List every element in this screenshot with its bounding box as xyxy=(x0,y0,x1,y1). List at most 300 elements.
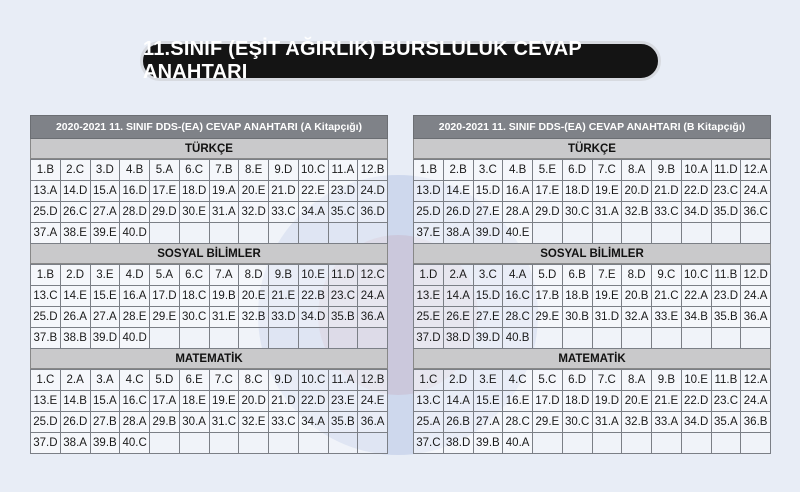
answer-cell: 23.C xyxy=(711,181,741,202)
answer-cell: 27.E xyxy=(473,307,503,328)
answer-cell: 4.A xyxy=(503,265,533,286)
answer-cell: 33.C xyxy=(269,412,299,433)
answer-cell: 4.B xyxy=(120,160,150,181)
answer-cell: 33.E xyxy=(652,307,682,328)
answer-cell xyxy=(150,433,180,454)
answer-cell: 11.D xyxy=(328,265,358,286)
answer-cell: 3.A xyxy=(90,370,120,391)
table-row xyxy=(414,391,771,412)
answer-cell: 9.D xyxy=(269,370,299,391)
answer-cell: 35.B xyxy=(328,307,358,328)
answer-cell: 22.D xyxy=(681,181,711,202)
answer-cell: 29.D xyxy=(150,202,180,223)
answer-cell xyxy=(562,328,592,349)
answer-cell: 7.C xyxy=(209,370,239,391)
answer-cell xyxy=(269,433,299,454)
answer-cell: 12.B xyxy=(358,370,388,391)
answer-cell: 10.C xyxy=(681,265,711,286)
answer-cell xyxy=(269,328,299,349)
table-row xyxy=(414,202,771,223)
table-row xyxy=(31,412,388,433)
answer-cell: 16.D xyxy=(120,181,150,202)
answer-cell: 4.C xyxy=(503,370,533,391)
table-row xyxy=(31,160,388,181)
answer-cell: 22.D xyxy=(298,391,328,412)
answer-cell: 39.B xyxy=(473,433,503,454)
answer-cell: 21.E xyxy=(652,391,682,412)
answer-cell: 31.D xyxy=(592,307,622,328)
answer-cell xyxy=(592,433,622,454)
answer-cell: 27.A xyxy=(90,307,120,328)
answer-cell xyxy=(681,223,711,244)
answer-cell: 14.E xyxy=(443,181,473,202)
answer-table xyxy=(30,264,388,349)
answer-cell: 3.D xyxy=(90,160,120,181)
answer-cell: 30.B xyxy=(562,307,592,328)
answer-cell: 6.E xyxy=(179,370,209,391)
answer-cell: 31.C xyxy=(209,412,239,433)
answer-cell: 14.E xyxy=(60,286,90,307)
answer-cell: 40.B xyxy=(503,328,533,349)
answer-cell: 32.A xyxy=(622,307,652,328)
answer-cell: 22.A xyxy=(681,286,711,307)
answer-cell: 32.B xyxy=(239,307,269,328)
answer-cell: 17.D xyxy=(150,286,180,307)
answer-cell xyxy=(358,328,388,349)
answer-cell: 26.D xyxy=(443,202,473,223)
answer-cell: 9.B xyxy=(652,160,682,181)
answer-cell: 24.D xyxy=(358,181,388,202)
answer-cell: 1.B xyxy=(414,160,444,181)
answer-sections xyxy=(413,139,771,454)
answer-cell: 25.D xyxy=(31,202,61,223)
answer-cell: 34.A xyxy=(298,412,328,433)
answer-cell: 1.D xyxy=(414,265,444,286)
answer-cell: 38.A xyxy=(60,433,90,454)
answer-cell: 15.E xyxy=(473,391,503,412)
answer-cell: 25.E xyxy=(414,307,444,328)
table-row xyxy=(31,265,388,286)
answer-cell: 15.D xyxy=(473,181,503,202)
answer-cell: 21.D xyxy=(269,391,299,412)
answer-cell: 20.D xyxy=(239,391,269,412)
answer-cell: 34.D xyxy=(298,307,328,328)
answer-cell: 6.C xyxy=(179,160,209,181)
answer-cell: 22.B xyxy=(298,286,328,307)
answer-cell: 10.C xyxy=(298,370,328,391)
section-title: TÜRKÇE xyxy=(413,139,771,159)
answer-cell: 17.E xyxy=(150,181,180,202)
answer-cell: 28.C xyxy=(503,307,533,328)
answer-cell: 27.A xyxy=(473,412,503,433)
answer-cell: 5.A xyxy=(150,160,180,181)
answer-cell xyxy=(592,328,622,349)
answer-cell xyxy=(533,433,563,454)
answer-cell: 29.B xyxy=(150,412,180,433)
answer-cell: 29.E xyxy=(533,412,563,433)
answer-cell: 7.B xyxy=(209,160,239,181)
answer-cell xyxy=(681,328,711,349)
answer-cell: 20.D xyxy=(622,181,652,202)
answer-cell: 15.A xyxy=(90,181,120,202)
answer-cell: 39.D xyxy=(473,223,503,244)
answer-cell xyxy=(209,328,239,349)
answer-cell: 34.D xyxy=(681,202,711,223)
table-row xyxy=(31,181,388,202)
answer-cell: 5.D xyxy=(533,265,563,286)
answer-cell xyxy=(562,223,592,244)
answer-cell: 32.B xyxy=(622,412,652,433)
answer-cell: 30.C xyxy=(179,307,209,328)
answer-cell xyxy=(298,223,328,244)
section-title: SOSYAL BİLİMLER xyxy=(30,244,388,264)
answer-cell: 32.D xyxy=(239,202,269,223)
answer-cell xyxy=(150,328,180,349)
answer-cell: 18.D xyxy=(562,391,592,412)
answer-cell xyxy=(711,223,741,244)
answer-cell: 15.D xyxy=(473,286,503,307)
answer-cell: 38.D xyxy=(443,433,473,454)
answer-cell: 37.D xyxy=(31,433,61,454)
answer-cell: 10.A xyxy=(681,160,711,181)
answer-cell xyxy=(239,328,269,349)
answer-cell: 39.B xyxy=(90,433,120,454)
answer-cell: 23.E xyxy=(328,391,358,412)
answer-cell: 32.B xyxy=(622,202,652,223)
answer-cell: 21.D xyxy=(652,181,682,202)
answer-cell: 15.E xyxy=(90,286,120,307)
answer-cell: 24.A xyxy=(741,181,771,202)
answer-cell xyxy=(533,328,563,349)
answer-cell xyxy=(652,433,682,454)
answer-cell: 1.B xyxy=(31,265,61,286)
table-row xyxy=(414,160,771,181)
table-row xyxy=(414,223,771,244)
answer-table xyxy=(30,159,388,244)
answer-cell: 32.E xyxy=(239,412,269,433)
answer-cell: 29.D xyxy=(533,202,563,223)
answer-cell: 5.C xyxy=(533,370,563,391)
answer-cell: 4.D xyxy=(120,265,150,286)
answer-cell xyxy=(358,223,388,244)
table-row xyxy=(31,433,388,454)
answer-cell xyxy=(328,223,358,244)
answer-cell xyxy=(239,223,269,244)
answer-cell: 35.D xyxy=(711,202,741,223)
answer-cell: 12.A xyxy=(741,370,771,391)
answer-cell xyxy=(179,433,209,454)
answer-cell: 14.B xyxy=(60,391,90,412)
answer-cell xyxy=(269,223,299,244)
answer-cell: 21.C xyxy=(652,286,682,307)
answer-cell: 23.C xyxy=(711,391,741,412)
answer-cell: 27.A xyxy=(90,202,120,223)
answer-cell: 30.A xyxy=(179,412,209,433)
answer-key-panel-a xyxy=(30,115,388,454)
answer-cell: 10.E xyxy=(681,370,711,391)
table-row xyxy=(31,391,388,412)
table-row xyxy=(31,202,388,223)
answer-cell: 20.E xyxy=(239,286,269,307)
answer-cell: 22.D xyxy=(681,391,711,412)
answer-cell: 14.A xyxy=(443,391,473,412)
answer-cell: 24.A xyxy=(358,286,388,307)
answer-cell xyxy=(239,433,269,454)
panel-header: 2020-2021 11. SINIF DDS-(EA) CEVAP ANAHTARI (B Kitapçığı) xyxy=(413,115,771,139)
answer-cell: 26.B xyxy=(443,412,473,433)
answer-cell: 29.E xyxy=(533,307,563,328)
answer-cell: 1.B xyxy=(31,160,61,181)
table-row xyxy=(414,328,771,349)
answer-cell: 19.D xyxy=(592,391,622,412)
answer-cell: 9.D xyxy=(269,160,299,181)
answer-cell xyxy=(209,433,239,454)
answer-cell: 39.D xyxy=(473,328,503,349)
answer-table xyxy=(30,369,388,454)
answer-cell: 2.B xyxy=(443,160,473,181)
answer-cell xyxy=(622,328,652,349)
answer-cell: 8.C xyxy=(239,370,269,391)
answer-cell: 36.B xyxy=(741,412,771,433)
answer-cell: 8.E xyxy=(239,160,269,181)
answer-cell xyxy=(652,328,682,349)
answer-cell: 8.D xyxy=(622,265,652,286)
answer-cell: 11.A xyxy=(328,160,358,181)
answer-cell: 38.A xyxy=(443,223,473,244)
answer-cell: 38.D xyxy=(443,328,473,349)
answer-cell: 18.B xyxy=(562,286,592,307)
answer-cell: 6.C xyxy=(179,265,209,286)
answer-cell: 36.A xyxy=(741,307,771,328)
answer-cell: 14.D xyxy=(60,181,90,202)
answer-cell xyxy=(622,433,652,454)
answer-cell: 37.B xyxy=(31,328,61,349)
answer-cell: 36.A xyxy=(358,412,388,433)
answer-cell: 27.B xyxy=(90,412,120,433)
answer-cell: 24.A xyxy=(741,286,771,307)
answer-cell: 9.B xyxy=(269,265,299,286)
table-row xyxy=(414,286,771,307)
answer-cell: 39.D xyxy=(90,328,120,349)
answer-cell: 16.A xyxy=(120,286,150,307)
answer-cell xyxy=(711,433,741,454)
answer-cell: 28.E xyxy=(120,307,150,328)
answer-cell: 39.E xyxy=(90,223,120,244)
answer-cell: 19.E xyxy=(592,181,622,202)
answer-cell: 7.C xyxy=(592,370,622,391)
answer-cell: 2.D xyxy=(443,370,473,391)
answer-cell: 33.D xyxy=(269,307,299,328)
answer-cell: 8.A xyxy=(622,370,652,391)
answer-cell: 18.D xyxy=(179,181,209,202)
table-row xyxy=(31,286,388,307)
answer-cell: 25.D xyxy=(31,307,61,328)
answer-cell: 40.A xyxy=(503,433,533,454)
answer-cell: 25.A xyxy=(414,412,444,433)
answer-cell: 26.A xyxy=(60,307,90,328)
answer-cell: 2.C xyxy=(60,160,90,181)
answer-cell: 29.E xyxy=(150,307,180,328)
answer-cell: 31.A xyxy=(592,202,622,223)
answer-cell: 11.B xyxy=(711,370,741,391)
answer-cell: 9.C xyxy=(652,265,682,286)
answer-cell: 33.C xyxy=(269,202,299,223)
answer-cell: 26.C xyxy=(60,202,90,223)
answer-cell: 17.D xyxy=(533,391,563,412)
panel-header: 2020-2021 11. SINIF DDS-(EA) CEVAP ANAHTARI (A Kitapçığı) xyxy=(30,115,388,139)
answer-cell: 35.C xyxy=(328,202,358,223)
answer-cell xyxy=(533,223,563,244)
answer-cell xyxy=(179,328,209,349)
answer-cell: 37.C xyxy=(414,433,444,454)
answer-cell: 24.A xyxy=(741,391,771,412)
answer-cell: 17.E xyxy=(533,181,563,202)
answer-cell: 22.E xyxy=(298,181,328,202)
answer-cell: 38.B xyxy=(60,328,90,349)
table-row xyxy=(414,433,771,454)
answer-cell: 12.A xyxy=(741,160,771,181)
answer-cell xyxy=(741,328,771,349)
answer-cell: 30.E xyxy=(179,202,209,223)
answer-cell: 34.A xyxy=(298,202,328,223)
section-title: SOSYAL BİLİMLER xyxy=(413,244,771,264)
answer-cell: 3.E xyxy=(473,370,503,391)
answer-cell: 5.D xyxy=(150,370,180,391)
answer-cell xyxy=(622,223,652,244)
answer-cell: 23.C xyxy=(328,286,358,307)
answer-cell: 1.C xyxy=(31,370,61,391)
answer-table xyxy=(413,159,771,244)
answer-cell xyxy=(328,328,358,349)
answer-cell: 2.D xyxy=(60,265,90,286)
answer-cell: 20.B xyxy=(622,286,652,307)
answer-cell: 40.C xyxy=(120,433,150,454)
table-row xyxy=(414,412,771,433)
answer-cell: 7.A xyxy=(209,265,239,286)
answer-cell: 13.E xyxy=(414,286,444,307)
answer-cell: 18.E xyxy=(179,391,209,412)
answer-table xyxy=(413,369,771,454)
answer-cell: 23.D xyxy=(711,286,741,307)
answer-cell: 26.D xyxy=(60,412,90,433)
answer-cell xyxy=(592,223,622,244)
answer-cell xyxy=(209,223,239,244)
answer-cell xyxy=(179,223,209,244)
answer-cell: 5.E xyxy=(533,160,563,181)
answer-cell: 34.B xyxy=(681,307,711,328)
answer-cell: 19.B xyxy=(209,286,239,307)
answer-cell: 25.D xyxy=(31,412,61,433)
answer-cell: 18.C xyxy=(179,286,209,307)
answer-cell xyxy=(741,223,771,244)
answer-cell: 3.E xyxy=(90,265,120,286)
answer-cell: 8.A xyxy=(622,160,652,181)
answer-cell: 31.E xyxy=(209,307,239,328)
answer-cell: 11.D xyxy=(711,160,741,181)
answer-cell: 13.C xyxy=(414,391,444,412)
answer-cell: 8.D xyxy=(239,265,269,286)
answer-cell: 24.E xyxy=(358,391,388,412)
answer-cell: 19.E xyxy=(209,391,239,412)
answer-cell: 20.E xyxy=(239,181,269,202)
answer-cell xyxy=(652,223,682,244)
answer-cell: 37.E xyxy=(414,223,444,244)
answer-cell xyxy=(358,433,388,454)
answer-cell: 4.C xyxy=(120,370,150,391)
answer-cell xyxy=(328,433,358,454)
answer-cell: 11.A xyxy=(328,370,358,391)
answer-cell: 36.A xyxy=(358,307,388,328)
answer-cell: 20.E xyxy=(622,391,652,412)
answer-cell: 35.B xyxy=(328,412,358,433)
answer-cell: 15.A xyxy=(90,391,120,412)
answer-cell xyxy=(681,433,711,454)
answer-cell xyxy=(562,433,592,454)
answer-cell: 30.C xyxy=(562,202,592,223)
answer-cell: 40.D xyxy=(120,328,150,349)
table-row xyxy=(414,370,771,391)
answer-cell: 21.D xyxy=(269,181,299,202)
answer-cell: 7.E xyxy=(592,265,622,286)
table-row xyxy=(414,181,771,202)
table-row xyxy=(31,370,388,391)
answer-cell: 5.A xyxy=(150,265,180,286)
answer-cell: 21.E xyxy=(269,286,299,307)
answer-sections xyxy=(30,139,388,454)
answer-cell xyxy=(711,328,741,349)
table-row xyxy=(31,328,388,349)
section-title: TÜRKÇE xyxy=(30,139,388,159)
answer-cell: 1.C xyxy=(414,370,444,391)
answer-cell: 10.E xyxy=(298,265,328,286)
section-title: MATEMATİK xyxy=(30,349,388,369)
answer-cell: 28.C xyxy=(503,412,533,433)
answer-cell: 7.C xyxy=(592,160,622,181)
answer-cell: 36.D xyxy=(358,202,388,223)
answer-cell xyxy=(298,328,328,349)
answer-cell: 11.B xyxy=(711,265,741,286)
section-title: MATEMATİK xyxy=(413,349,771,369)
answer-cell: 27.E xyxy=(473,202,503,223)
answer-cell: 12.D xyxy=(741,265,771,286)
answer-cell: 30.C xyxy=(562,412,592,433)
answer-cell: 31.A xyxy=(209,202,239,223)
answer-cell: 17.A xyxy=(150,391,180,412)
answer-cell: 12.B xyxy=(358,160,388,181)
answer-cell: 16.C xyxy=(503,286,533,307)
answer-cell: 10.C xyxy=(298,160,328,181)
answer-cell: 38.E xyxy=(60,223,90,244)
answer-cell: 13.D xyxy=(414,181,444,202)
answer-table xyxy=(413,264,771,349)
answer-cell: 3.C xyxy=(473,160,503,181)
answer-cell: 37.D xyxy=(414,328,444,349)
table-row xyxy=(31,223,388,244)
answer-cell: 13.E xyxy=(31,391,61,412)
answer-cell: 9.B xyxy=(652,370,682,391)
answer-key-panel-b xyxy=(413,115,771,454)
answer-cell: 6.B xyxy=(562,265,592,286)
answer-cell: 4.B xyxy=(503,160,533,181)
page-title: 11.SINIF (EŞİT AĞIRLIK) BURSLULUK CEVAP ANAHTARI xyxy=(140,41,661,81)
answer-cell: 2.A xyxy=(60,370,90,391)
table-row xyxy=(414,307,771,328)
answer-cell: 6.D xyxy=(562,370,592,391)
answer-cell: 40.E xyxy=(503,223,533,244)
answer-cell: 28.A xyxy=(503,202,533,223)
answer-cell: 13.A xyxy=(31,181,61,202)
answer-cell: 3.C xyxy=(473,265,503,286)
